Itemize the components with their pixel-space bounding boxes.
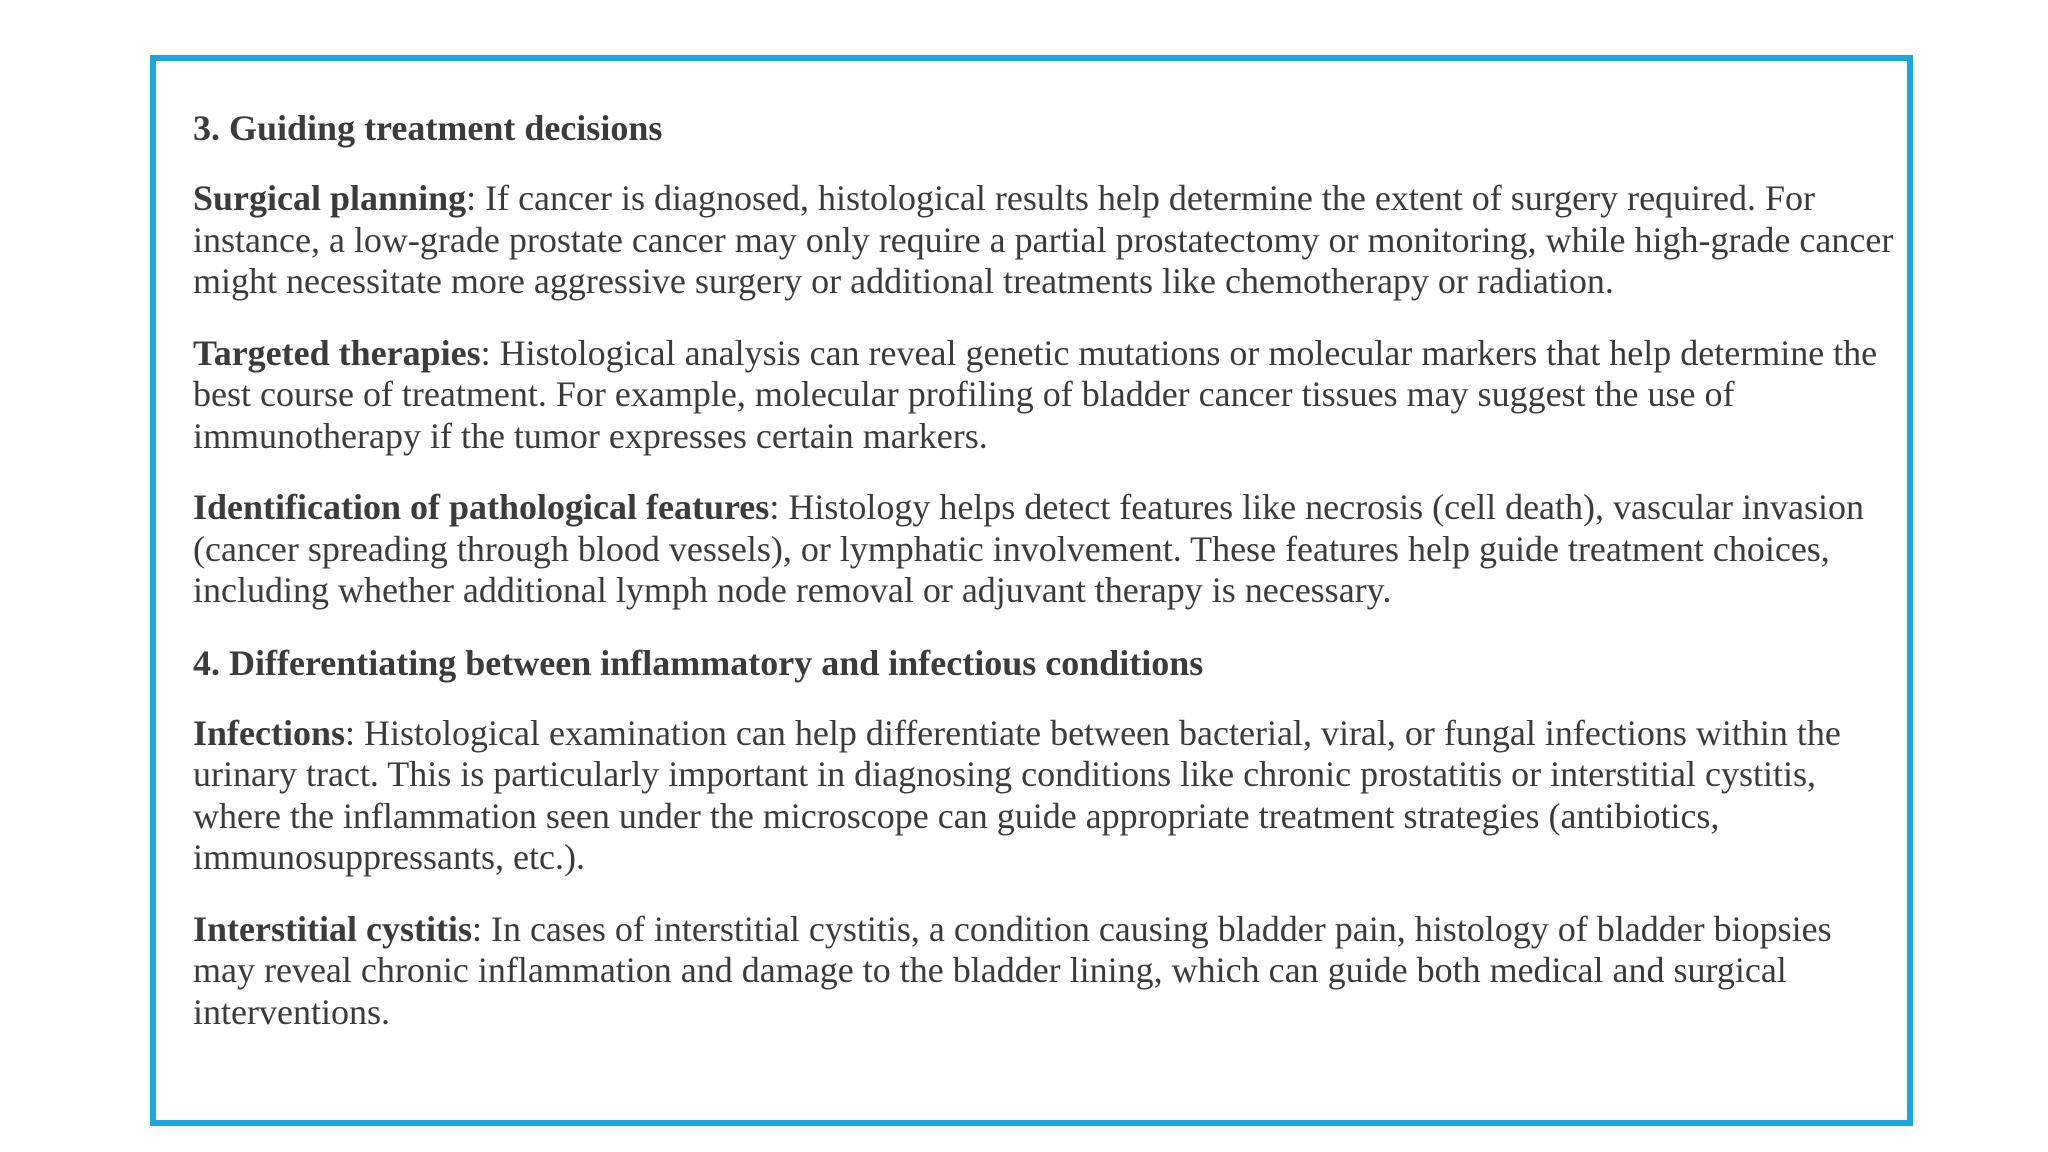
text-pathological-features: : Histology helps detect features like necrosis (cell death), vascular invasion (cancer spreading through blood vessels), or lymphatic involvement. These features help guide treatment choices, including whether additional lymph node removal or adjuvant therapy is necessary.: [193, 487, 1864, 610]
document-body: [193, 107, 1898, 1063]
term-pathological-features: Identification of pathological features: [193, 487, 770, 527]
text-interstitial-cystitis: : In cases of interstitial cystitis, a condition causing bladder pain, histology of bladder biopsies may reveal chronic inflammation and damage to the bladder lining, which can guide both medical and surgical interventions.: [193, 908, 1832, 1032]
text-infections: : Histological examination can help differentiate between bacterial, viral, or fungal infections within the urinary tract. This is particularly important in diagnosing conditions like chronic prostatitis or interstitial cystitis, where the inflammation seen under the microscope can guide appropriate treatment strategies (antibiotics, immunosuppressants, etc.).: [193, 712, 1841, 877]
term-targeted-therapies: Targeted therapies: [193, 332, 481, 373]
paragraph-targeted-therapies: [193, 333, 1898, 458]
term-interstitial-cystitis: Interstitial cystitis: [193, 908, 472, 949]
paragraph-interstitial-cystitis: [193, 909, 1898, 1034]
section-heading-differentiating-conditions: 4. Differentiating between inflammatory and infectious conditions: [193, 642, 1204, 683]
text-surgical-planning: : If cancer is diagnosed, histological results help determine the extent of surgery required. For instance, a low-grade prostate cancer may only require a partial prostatectomy or monitoring, while high-grade cancer might necessitate more aggressive surgery or additional treatments like chemotherapy or radiation.: [193, 178, 1894, 301]
paragraph-infections: [193, 713, 1898, 879]
term-infections: Infections: [193, 712, 345, 753]
term-surgical-planning: Surgical planning: [193, 178, 467, 218]
text-targeted-therapies: : Histological analysis can reveal genetic mutations or molecular markers that help determine the best course of treatment. For example, molecular profiling of bladder cancer tissues may suggest the use of immunotherapy if the tumor expresses certain markers.: [193, 332, 1878, 456]
content-frame: [150, 55, 1913, 1126]
paragraph-pathological-features: [193, 487, 1898, 612]
paragraph-surgical-planning: [193, 178, 1898, 303]
section-heading-guiding-treatment: 3. Guiding treatment decisions: [193, 108, 663, 148]
